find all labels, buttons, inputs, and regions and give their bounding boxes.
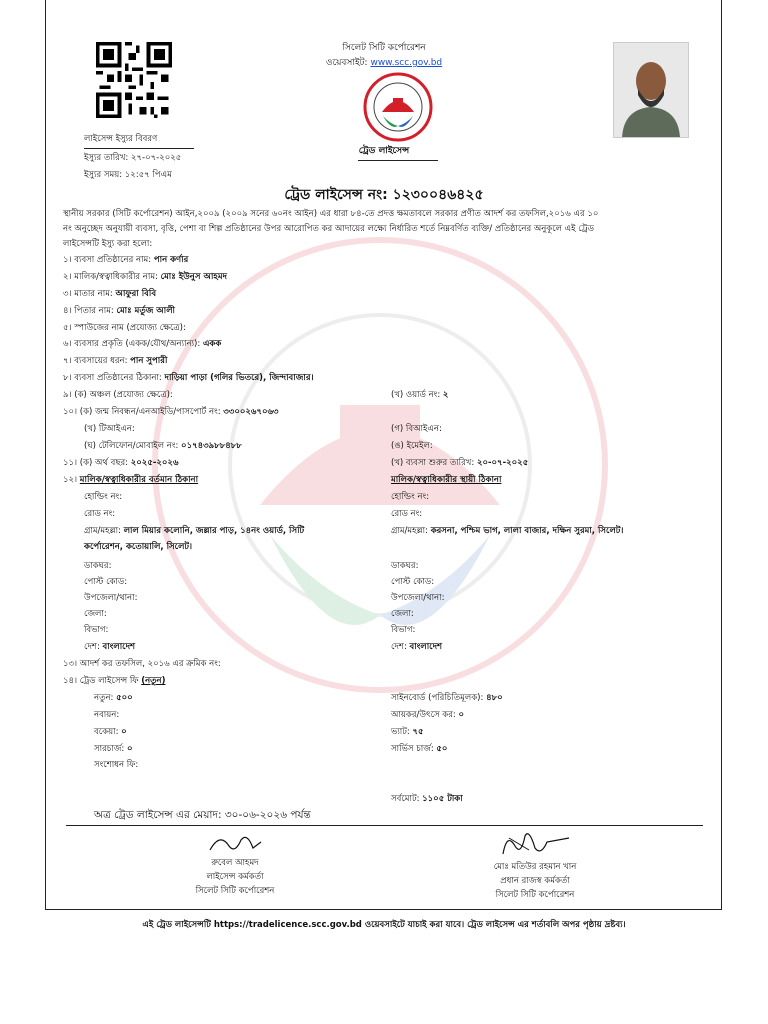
fee-service-charge: সার্ভিস চার্জ: ৫০ bbox=[391, 744, 448, 754]
fee-surcharge: সারচার্জ: ০ bbox=[94, 744, 133, 754]
field-ward: (খ) ওয়ার্ড নং: ২ bbox=[391, 390, 449, 400]
intro-line-2: নং অনুচ্ছেদ অনুযায়ী ব্যবসা, বৃত্তি, পেশা বা শিল্প প্রতিষ্ঠানের উপর আরোপিত কর আদায়ের লক্ষ্যে নির্ধারিত শর্তে নিম্নবর্ণিত ব্যক্তি/ প্রতিষ্ঠানের অনুকূলে এই ট্রেড bbox=[63, 224, 595, 234]
fee-new: নতুন: ৫০০ bbox=[94, 693, 133, 703]
field-license-fee: ১৪। ট্রেড লাইসেন্স ফি (নতুন) bbox=[63, 676, 166, 686]
field-business-start-date: (খ) ব্যবসা শুরুর তারিখ: ২০-০৭-২০২৫ bbox=[391, 458, 529, 468]
license-validity: অত্র ট্রেড লাইসেন্স এর মেয়াদ: ৩০-০৬-২০২৬ পর্যন্ত bbox=[94, 809, 311, 821]
fee-due: বকেয়া: ০ bbox=[94, 727, 127, 737]
intro-line-3: লাইসেন্সটি ইস্যু করা হলো: bbox=[63, 239, 153, 249]
field-nid: ১০। (ক) জন্ম নিবন্ধন/এনআইডি/পাসপোর্ট নং: ৩৩০০২৬৭০৬৩ bbox=[63, 407, 279, 417]
present-holding: হোল্ডিং নং: bbox=[84, 492, 123, 502]
document-type: ট্রেড লাইসেন্স bbox=[358, 146, 410, 156]
field-father-name: ৪। পিতার নাম: মোঃ মর্তুজ আলী bbox=[63, 306, 175, 316]
website-label: ওয়েবসাইট: bbox=[325, 58, 368, 68]
right-signatory-title: প্রধান রাজস্ব কর্মকর্তা bbox=[500, 876, 570, 886]
field-tax-schedule-serial: ১৩। আদর্শ কর তফসিল, ২০১৬ এর ক্রমিক নং: bbox=[63, 659, 221, 669]
right-signature bbox=[495, 826, 575, 860]
issue-heading: লাইসেন্স ইস্যুর বিবরণ bbox=[84, 134, 158, 144]
fee-renewal: নবায়ন: bbox=[94, 710, 120, 720]
fee-vat: ভ্যাট: ৭৫ bbox=[391, 727, 424, 737]
permanent-holding: হোল্ডিং নং: bbox=[391, 492, 430, 502]
present-address-heading: মালিক/স্বত্বাধিকারীর বর্তমান ঠিকানা bbox=[79, 475, 199, 485]
city-corporation-logo bbox=[363, 72, 433, 142]
verification-footer: এই ট্রেড লাইসেন্সটি https://tradelicence.scc.gov.bd ওয়েবসাইটে যাচাই করা যাবে। ট্রেড লাইসেন্স এর শর্তাবলি অপর পৃষ্ঠায় দ্রষ্টব্য। bbox=[142, 920, 626, 930]
present-post-code: পোস্ট কোড: bbox=[84, 577, 128, 587]
right-signatory-name: মোঃ মতিউর রহমান খান bbox=[493, 862, 577, 872]
owner-photo bbox=[613, 42, 689, 138]
field-mother-name: ৩। মাতার নাম: আফুরা বিবি bbox=[63, 289, 157, 299]
website-link[interactable]: www.scc.gov.bd bbox=[370, 58, 443, 68]
fee-total: সর্বমোট: ১১০৫ টাকা bbox=[391, 794, 463, 804]
field-business-type: ৭। ব্যবসায়ের ধরন: পান সুপারী bbox=[63, 356, 168, 366]
fee-income-tax: আয়কর/উৎসে কর: ০ bbox=[391, 710, 465, 720]
field-fiscal-year: ১১। (ক) অর্থ বছর: ২০২৫-২০২৬ bbox=[63, 458, 179, 468]
permanent-division: বিভাগ: bbox=[391, 625, 416, 635]
right-signatory-org: সিলেট সিটি কর্পোরেশন bbox=[495, 890, 575, 900]
present-road: রোড নং: bbox=[84, 509, 116, 519]
left-signatory-name: রুবেল আহমদ bbox=[211, 858, 259, 868]
org-name: সিলেট সিটি কর্পোরেশন bbox=[342, 43, 426, 53]
permanent-country: দেশ: বাংলাদেশ bbox=[391, 642, 443, 652]
permanent-road: রোড নং: bbox=[391, 509, 423, 519]
field-owner-name: ২। মালিক/স্বত্বাধিকারীর নাম: মোঃ ইউনুস আহমদ bbox=[63, 272, 228, 282]
present-division: বিভাগ: bbox=[84, 625, 109, 635]
field-spouse-name: ৫। স্পাউজের নাম (প্রযোজ্য ক্ষেত্রে): bbox=[63, 323, 186, 333]
issue-heading-underline bbox=[84, 148, 194, 149]
field-business-nature: ৬। ব্যবসার প্রকৃতি (একক/যৌথ/অন্যান্য): একক bbox=[63, 339, 222, 349]
field-bin: (গ) বিআইএন: bbox=[391, 424, 442, 434]
field-email: (ঙ) ইমেইল: bbox=[391, 441, 433, 451]
permanent-village: গ্রাম/মহল্লা: করসনা, পশ্চিম ভাগ, লালা বাজার, দক্ষিন সুরমা, সিলেট। bbox=[391, 526, 624, 536]
present-district: জেলা: bbox=[84, 609, 107, 619]
left-signature bbox=[205, 828, 265, 858]
field-business-address: ৮। ব্যবসা প্রতিষ্ঠানের ঠিকানা: দাড়িয়া পাড়া (গলির ভিতরে), জিন্দাবাজার। bbox=[63, 373, 314, 383]
present-post-office: ডাকঘর: bbox=[84, 561, 112, 571]
license-number-title: ট্রেড লাইসেন্স নং: ১২৩০০৪৬৪২৫ bbox=[284, 187, 484, 203]
field-business-name: ১। ব্যবসা প্রতিষ্ঠানের নাম: পান কর্ণার bbox=[63, 255, 189, 265]
left-signatory-title: লাইসেন্স কর্মকর্তা bbox=[206, 872, 264, 882]
present-village: গ্রাম/মহল্লা: লাল মিয়ার কলোনি, জল্লার পাড়, ১৪নং ওয়ার্ড, সিটি bbox=[84, 526, 305, 536]
issue-date: ইস্যুর তারিখ: ২৭-০৭-২০২৫ bbox=[84, 153, 182, 163]
permanent-post-code: পোস্ট কোড: bbox=[391, 577, 435, 587]
field-phone: (ঘ) টেলিফোন/মোবাইল নং: ০১৭৪৩৯৮৮৪৮৮ bbox=[84, 441, 242, 451]
field-zone: ৯। (ক) অঞ্চল (প্রযোজ্য ক্ষেত্রে): bbox=[63, 390, 173, 400]
present-country: দেশ: বাংলাদেশ bbox=[84, 642, 136, 652]
permanent-address-heading: মালিক/স্বত্বাধিকারীর স্থায়ী ঠিকানা bbox=[391, 475, 502, 485]
present-upazila: উপজেলা/থানা: bbox=[84, 593, 138, 603]
fee-amendment: সংশোধন ফি: bbox=[94, 760, 139, 770]
doc-type-underline bbox=[358, 160, 438, 161]
permanent-post-office: ডাকঘর: bbox=[391, 561, 419, 571]
permanent-upazila: উপজেলা/থানা: bbox=[391, 593, 445, 603]
watermark-seal bbox=[150, 235, 610, 695]
left-signatory-org: সিলেট সিটি কর্পোরেশন bbox=[195, 886, 275, 896]
validity-divider bbox=[66, 825, 703, 826]
issue-time: ইস্যুর সময়: ১২:৫৭ পিএম bbox=[84, 170, 172, 180]
permanent-district: জেলা: bbox=[391, 609, 414, 619]
field-address-section: ১২। মালিক/স্বত্বাধিকারীর বর্তমান ঠিকানা bbox=[63, 475, 199, 485]
present-village-line-2: কর্পোরেশন, কতোয়ালি, সিলেট। bbox=[84, 542, 193, 552]
field-tin: (খ) টিআইএন: bbox=[84, 424, 135, 434]
fee-signboard: সাইনবোর্ড (পরিচিতিমূলক): ৪৮০ bbox=[391, 693, 503, 703]
intro-line-1: স্থানীয় সরকার (সিটি কর্পোরেশন) আইন,২০০৯ (২০০৯ সনের ৬০নং আইন) এর ধারা ৮৪-তে প্রদত্ত ক্ষমতাবলে সরকার প্রণীত আদর্শ কর তফসিল,২০১৬ এর ১০ bbox=[63, 209, 599, 219]
